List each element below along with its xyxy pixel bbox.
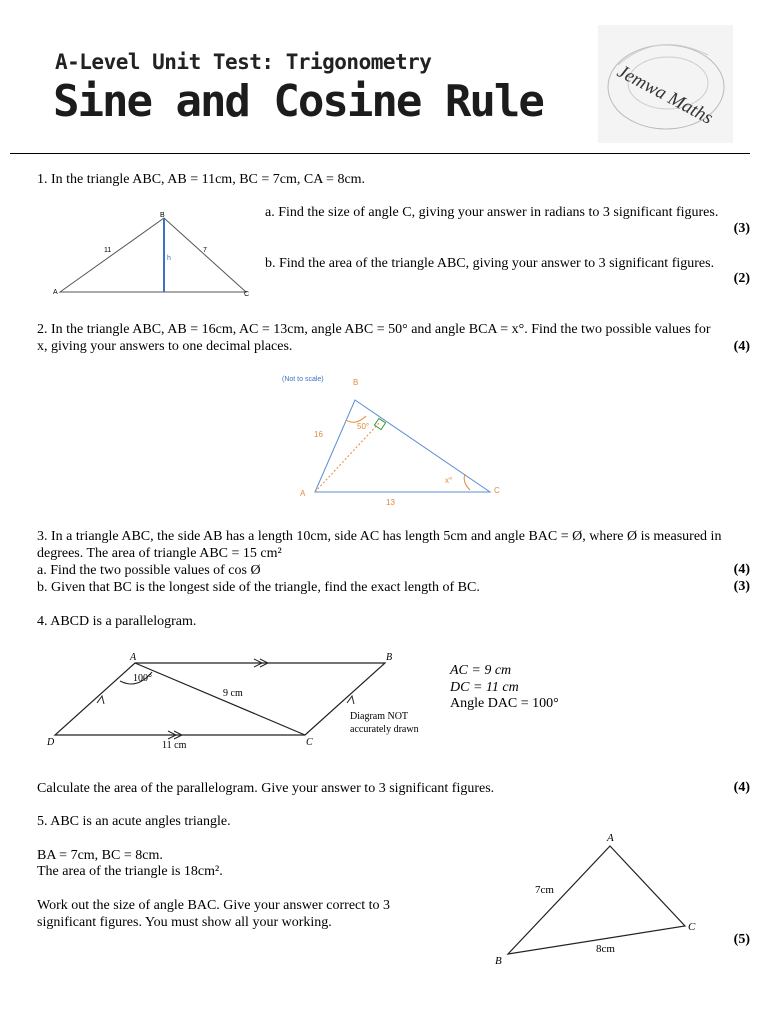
q4-fact-ac: AC = 9 cm	[450, 663, 512, 678]
q1b-marks: (2)	[733, 271, 750, 286]
q5-side-ba: 7cm	[535, 884, 554, 896]
logo	[598, 25, 733, 143]
q5-stem: 5. ABC is an acute angles triangle.	[37, 814, 231, 829]
q5-label-a: A	[607, 832, 614, 844]
q1b-text: b. Find the area of the triangle ABC, giving your answer to 3 significant figures.	[265, 256, 715, 271]
q4-side-ac: 9 cm	[223, 688, 243, 699]
q2-label-b: B	[353, 378, 359, 387]
q1-label-b: B	[160, 212, 165, 219]
q3a-text: a. Find the two possible values of cos Ø	[37, 563, 261, 578]
q2-angle-c: x°	[445, 476, 453, 485]
q4-fact-dc: DC = 11 cm	[450, 680, 519, 695]
q5-diagram	[488, 826, 713, 971]
q2-stem: 2. In the triangle ABC, AB = 16cm, AC = 13cm, angle ABC = 50° and angle BCA = x°. Find the two possible values for x, giving your answers to one decimal places.	[37, 322, 711, 354]
q1-height: h	[167, 255, 171, 262]
q4-label-c: C	[306, 737, 313, 748]
logo-text: Jemwa Maths	[613, 60, 717, 129]
q4-marks: (4)	[733, 780, 750, 795]
q4-task: Calculate the area of the parallelogram. Give your answer to 3 significant figures.	[37, 781, 495, 796]
q4-side-dc: 11 cm	[162, 740, 187, 751]
q5-given-sides: BA = 7cm, BC = 8cm.	[37, 848, 163, 863]
q3b-marks: (3)	[733, 579, 750, 594]
q5-marks: (5)	[733, 932, 750, 947]
q5-task: Work out the size of angle BAC. Give your answer correct to 3 significant figures. You must show all your working.	[37, 898, 391, 930]
q2-diagram	[280, 370, 510, 510]
page-title: Sine and Cosine Rule	[53, 76, 543, 127]
q2-side-ab: 16	[314, 430, 323, 439]
q1-side-ab: 11	[104, 247, 112, 254]
q3-stem: 3. In a triangle ABC, the side AB has a length 10cm, side AC has length 5cm and angle BAC = Ø, where Ø is measured in degrees. The area of triangle ABC = 15 cm²	[37, 529, 722, 561]
q4-note-1: Diagram NOT	[350, 711, 409, 722]
q4-label-a: A	[130, 652, 137, 663]
q4-fact-angle: Angle DAC = 100°	[450, 696, 559, 711]
q1a-text: a. Find the size of angle C, giving your answer in radians to 3 significant figures.	[265, 205, 719, 220]
q2-label-c: C	[494, 486, 500, 495]
q5-label-b: B	[495, 955, 502, 967]
q4-angle-label: 100°	[133, 673, 152, 684]
q2-side-ac: 13	[386, 498, 395, 507]
q4-label-b: B	[386, 652, 393, 663]
q1-stem: 1. In the triangle ABC, AB = 11cm, BC = 7cm, CA = 8cm.	[37, 172, 366, 187]
q1-label-c: C	[244, 291, 250, 298]
header-divider	[10, 153, 750, 154]
q1a-marks: (3)	[733, 221, 750, 236]
q1-label-a: A	[53, 289, 58, 296]
test-subtitle: A-Level Unit Test: Trigonometry	[55, 50, 432, 74]
q4-label-d: D	[47, 737, 55, 748]
q2-marks: (4)	[733, 339, 750, 354]
q2-angle-b: 50°	[357, 422, 370, 431]
q5-given-area: The area of the triangle is 18cm².	[37, 864, 223, 879]
q5-side-bc: 8cm	[596, 943, 615, 955]
q2-not-to-scale: (Not to scale)	[282, 376, 324, 383]
q4-diagram	[40, 648, 440, 758]
q3a-marks: (4)	[733, 562, 750, 577]
q4-stem: 4. ABCD is a parallelogram.	[37, 614, 197, 629]
q3b-text: b. Given that BC is the longest side of the triangle, find the exact length of BC.	[37, 580, 480, 595]
q1-diagram	[50, 208, 260, 300]
q4-note-2: accurately drawn	[350, 724, 419, 735]
q1-side-bc: 7	[203, 247, 207, 254]
q2-label-a: A	[300, 489, 306, 498]
q5-label-c: C	[688, 921, 696, 933]
